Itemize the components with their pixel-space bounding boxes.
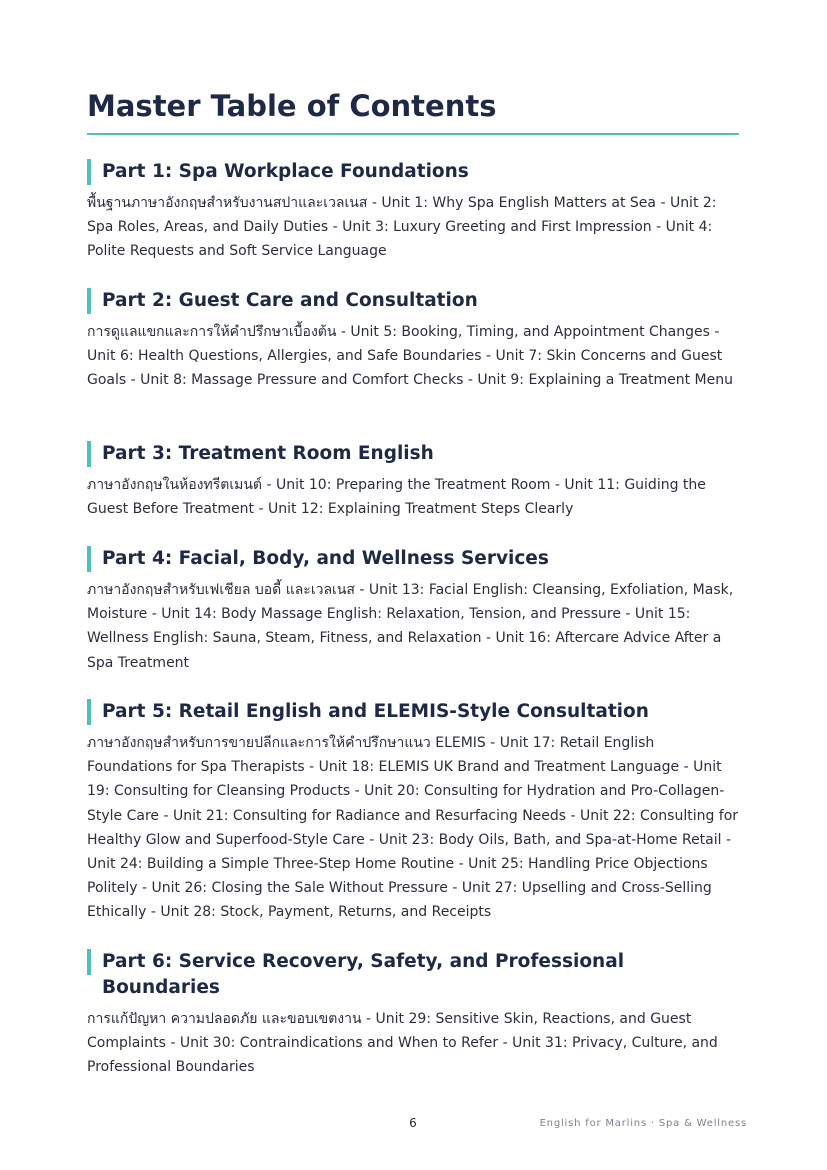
- part-5-section: [87, 699, 739, 925]
- part-1-description: พื้นฐานภาษาอังกฤษสำหรับงานสปาและเวลเนส - Unit 1: Why Spa English Matters at Sea - Unit 2: Spa Roles, Areas, and Daily Duties - Unit 3: Luxury Greeting and First Impression - Unit 4: Polite Requests and Soft Service Language: [87, 195, 717, 260]
- part-6-section: [87, 949, 739, 1080]
- part-6-heading: Part 6: Service Recovery, Safety, and Professional Boundaries: [87, 949, 739, 1001]
- page-number: 6: [409, 1116, 417, 1130]
- part-6-description: การแก้ปัญหา ความปลอดภัย และขอบเขตงาน - Unit 29: Sensitive Skin, Reactions, and Guest Complaints - Unit 30: Contraindications and When to Refer - Unit 31: Privacy, Culture, and Professional Boundaries: [87, 1011, 718, 1076]
- footer-brand: English for Marlins · Spa & Wellness: [539, 1118, 747, 1129]
- part-1-heading: Part 1: Spa Workplace Foundations: [87, 159, 739, 185]
- part-2-section: [87, 288, 739, 393]
- part-4-section: [87, 546, 739, 675]
- part-3-description: ภาษาอังกฤษในห้องทรีตเมนต์ - Unit 10: Preparing the Treatment Room - Unit 11: Guiding the Guest Before Treatment - Unit 12: Explaining Treatment Steps Clearly: [87, 477, 706, 518]
- part-4-description: ภาษาอังกฤษสำหรับเฟเชียล บอดี้ และเวลเนส - Unit 13: Facial English: Cleansing, Exfoliation, Mask, Moisture - Unit 14: Body Massage English: Relaxation, Tension, and Pressure - Unit 15: Wellness English: Sauna, Steam, Fitness, and Relaxation - Unit 16: Aftercare Advice After a Spa Treatment: [87, 582, 734, 671]
- part-5-heading: Part 5: Retail English and ELEMIS-Style Consultation: [87, 699, 739, 725]
- part-4-heading: Part 4: Facial, Body, and Wellness Services: [87, 546, 739, 572]
- part-1-section: [87, 159, 739, 264]
- part-3-heading: Part 3: Treatment Room English: [87, 441, 739, 467]
- part-2-description: การดูแลแขกและการให้คำปรึกษาเบื้องต้น - Unit 5: Booking, Timing, and Appointment Changes - Unit 6: Health Questions, Allergies, and Safe Boundaries - Unit 7: Skin Concerns and Guest Goals - Unit 8: Massage Pressure and Comfort Checks - Unit 9: Explaining a Treatment Menu: [87, 324, 733, 389]
- page-title: Master Table of Contents: [87, 89, 497, 123]
- part-2-heading: Part 2: Guest Care and Consultation: [87, 288, 739, 314]
- title-divider: [87, 133, 739, 135]
- part-5-description: ภาษาอังกฤษสำหรับการขายปลีกและการให้คำปรึกษาแนว ELEMIS - Unit 17: Retail English Foundations for Spa Therapists - Unit 18: ELEMIS UK Brand and Treatment Language - Unit 19: Consulting for Cleansing Products - Unit 20: Consulting for Hydration and Pro-Collagen-Style Care - Unit 21: Consulting for Radiance and Resurfacing Needs - Unit 22: Consulting for Healthy Glow and Superfood-Style Care - Unit 23: Body Oils, Bath, and Spa-at-Home Retail - Unit 24: Building a Simple Three-Step Home Routine - Unit 25: Handling Price Objections Politely - Unit 26: Closing the Sale Without Pressure - Unit 27: Upselling and Cross-Selling Ethically - Unit 28: Stock, Payment, Returns, and Receipts: [87, 735, 739, 921]
- part-3-section: [87, 441, 739, 521]
